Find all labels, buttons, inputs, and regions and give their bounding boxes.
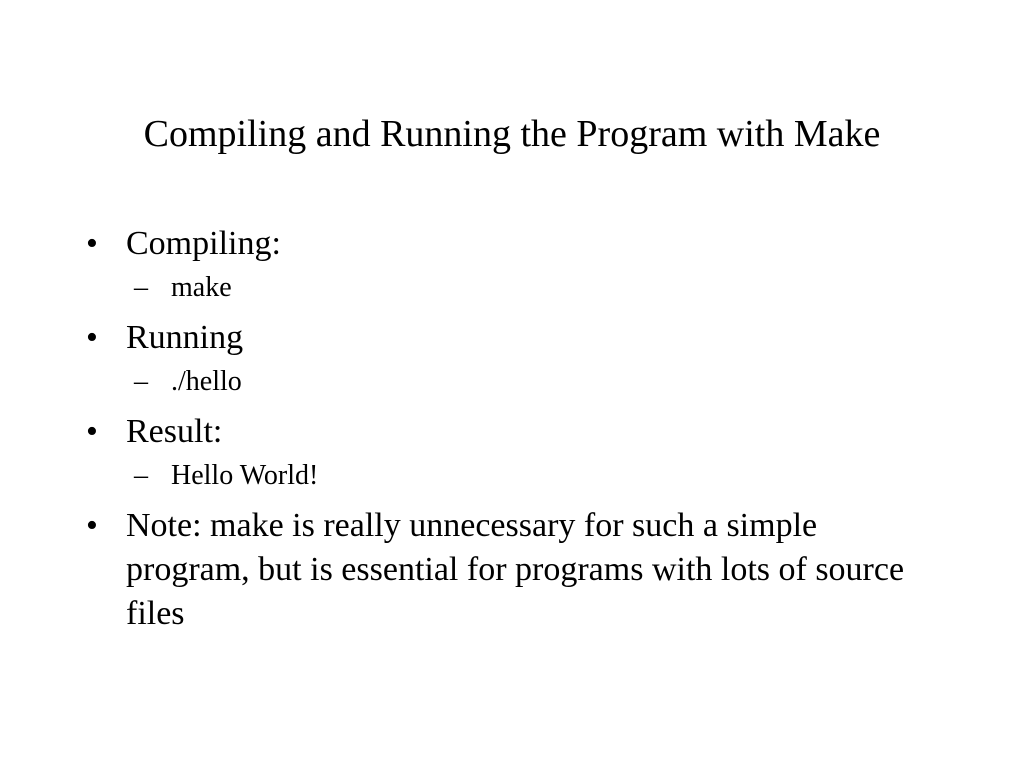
bullet-marker: • [86, 507, 98, 544]
bullet-marker: • [86, 413, 98, 450]
bullet-text: Running [126, 319, 244, 356]
sub-bullet-row [0, 458, 1024, 494]
slide-title: Compiling and Running the Program with Make [143, 113, 881, 155]
bullet-text: Note: make is really unnecessary for such a simple program, but is essential for programs with lots of source files [126, 507, 905, 632]
bullet-text: Result: [126, 413, 223, 450]
sub-bullet-text: Hello World! [171, 460, 319, 491]
list-item-running [0, 316, 1024, 400]
bullet-row [0, 222, 1024, 266]
list-item-note [0, 504, 1024, 636]
bullet-row [0, 410, 1024, 454]
sub-bullet-marker: – [134, 272, 148, 303]
sub-bullet-marker: – [134, 460, 148, 491]
bullet-row [0, 316, 1024, 360]
sub-bullet-text: make [171, 272, 232, 303]
list-item-compiling [0, 222, 1024, 306]
bullet-text: Compiling: [126, 225, 281, 262]
sub-bullet-row [0, 270, 1024, 306]
bullet-marker: • [86, 225, 98, 262]
sub-bullet-marker: – [134, 366, 148, 397]
sub-bullet-row [0, 364, 1024, 400]
bullet-row [0, 504, 1024, 636]
sub-bullet-text: ./hello [171, 366, 242, 397]
list-item-result [0, 410, 1024, 494]
bullet-list [0, 222, 1024, 636]
bullet-marker: • [86, 319, 98, 356]
